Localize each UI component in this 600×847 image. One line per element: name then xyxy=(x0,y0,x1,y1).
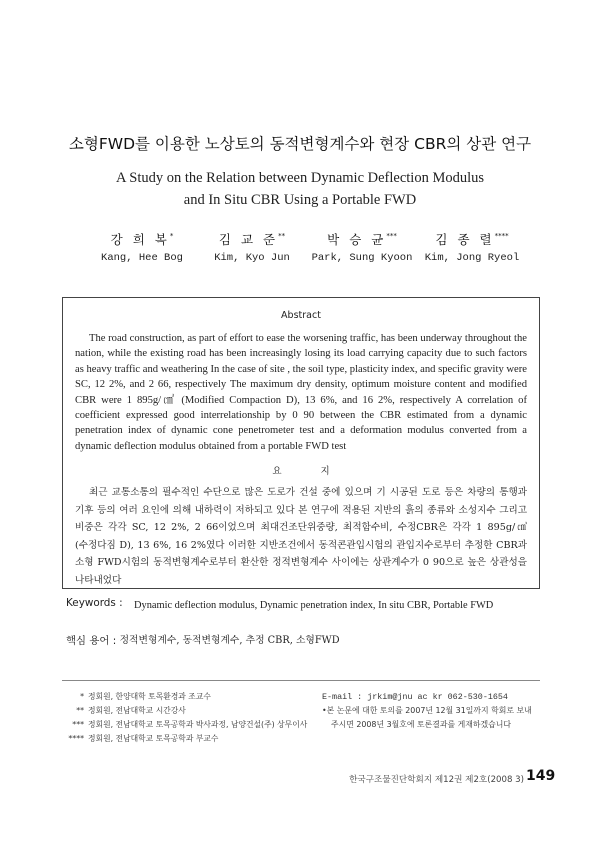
footnotes xyxy=(62,690,314,746)
discussion-note: •본 논문에 대한 토의를 2007년 12월 31일까지 학회로 보내 주시면 2008년 3월호에 토론결과를 게재하겠습니다 xyxy=(322,706,532,729)
footnote-3: *** 정회원, 전남대학교 토목공학과 박사과정, 남양건설(주) 상무이사 xyxy=(72,720,308,729)
keywords-korean-label: 핵심 용어 : xyxy=(66,635,117,647)
author-4-english: Kim, Jong Ryeol xyxy=(424,252,520,264)
paper-title-korean: 소형FWD를 이용한 노상토의 동적변형계수와 현장 CBR의 상관 연구 xyxy=(68,135,532,153)
abstract-heading: Abstract xyxy=(281,310,321,321)
paper-title-english-line1: A Study on the Relation between Dynamic Deflection Modulus xyxy=(115,170,485,186)
author-3-korean: 박 승 균*** xyxy=(327,232,397,247)
keywords-korean xyxy=(66,632,340,647)
abstract-text: The road construction, as part of effort to ease the worsening traffic, has been underway throughout the nation, while the existing road has been increasingly losing its load carrying capacity due to such factors as heavy traffic and weathering In the case of site , the soil type, plasticity index, and specific gravity were SC, 12 2%, and 2 66, respectively The maximum dry density, optimum moisture content and modified CBR were 1 895g/㎤ (Modified Compaction D), 13 6%, and 16 2%, respectively A correlation of coefficient expressed good interrelationship by 0 90 between the CBR estimated from a dynamic penetration index of dynamic cone penetrometer test and a deformation modulus converted from a dynamic deflection modulus obtained from a portable FWD test xyxy=(75,333,527,452)
page-number: 149 xyxy=(526,768,556,784)
author-2-english: Kim, Kyo Jun xyxy=(214,252,290,264)
author-2-korean: 김 교 준** xyxy=(218,232,286,247)
abstract-box xyxy=(62,297,540,589)
author-3-english: Park, Sung Kyoon xyxy=(311,252,413,264)
author-1-korean: 강 희 복* xyxy=(110,232,174,247)
keywords-english-label: Keywords : xyxy=(66,597,123,609)
footnote-divider xyxy=(62,680,540,681)
contact-info xyxy=(322,690,540,732)
yoji-heading: 요 지 xyxy=(272,466,348,477)
keywords-english xyxy=(66,597,540,609)
paper-title-english-line2: and In Situ CBR Using a Portable FWD xyxy=(183,192,417,208)
footnote-2: ** 정회원, 전남대학교 시간강사 xyxy=(76,706,186,715)
author-1-english: Kang, Hee Bog xyxy=(101,252,183,264)
keywords-korean-value: 정적변형계수, 동적변형계수, 추정 CBR, 소형FWD xyxy=(119,635,340,646)
yoji-text: 최근 교통소통의 필수적인 수단으로 많은 도로가 건설 중에 있으며 기 시공된 도로 등은 차량의 통행과 기후 등의 여러 요인에 의해 내하력이 저하되고 있다 본 연구에 적용된 지반의 흙의 종류와 소성지수 그리고 비중은 각각 SC, 12 2%, 2 66이었으며 최대건조단위중량, 최적함수비, 수정CBR은 각각 1 895g/㎤ (수정다짐 D), 13 6%, 16 2%였다 이러한 지반조건에서 동적콘관입시험의 관입지수로부터 추정한 CBR과 소형 FWD시험의 동적변형계수로부터 환산한 정적변형계수 사이에는 상관계수가 0 90으로 높은 상관성을 나타내었다 xyxy=(75,487,527,586)
footnote-1: * 정회원, 한양대학 토목환경과 조교수 xyxy=(80,692,211,701)
footnote-4: **** 정회원, 전남대학교 토목공학과 부교수 xyxy=(68,734,219,743)
author-4-korean: 김 종 렬**** xyxy=(435,232,509,247)
keywords-english-value: Dynamic deflection modulus, Dynamic penetration index, In situ CBR, Portable FWD xyxy=(134,600,494,611)
contact-email: E-mail : jrkim@jnu ac kr 062-530-1654 xyxy=(322,692,508,702)
journal-reference: 한국구조물진단학회지 제12권 제2호(2008 3) xyxy=(349,775,524,785)
